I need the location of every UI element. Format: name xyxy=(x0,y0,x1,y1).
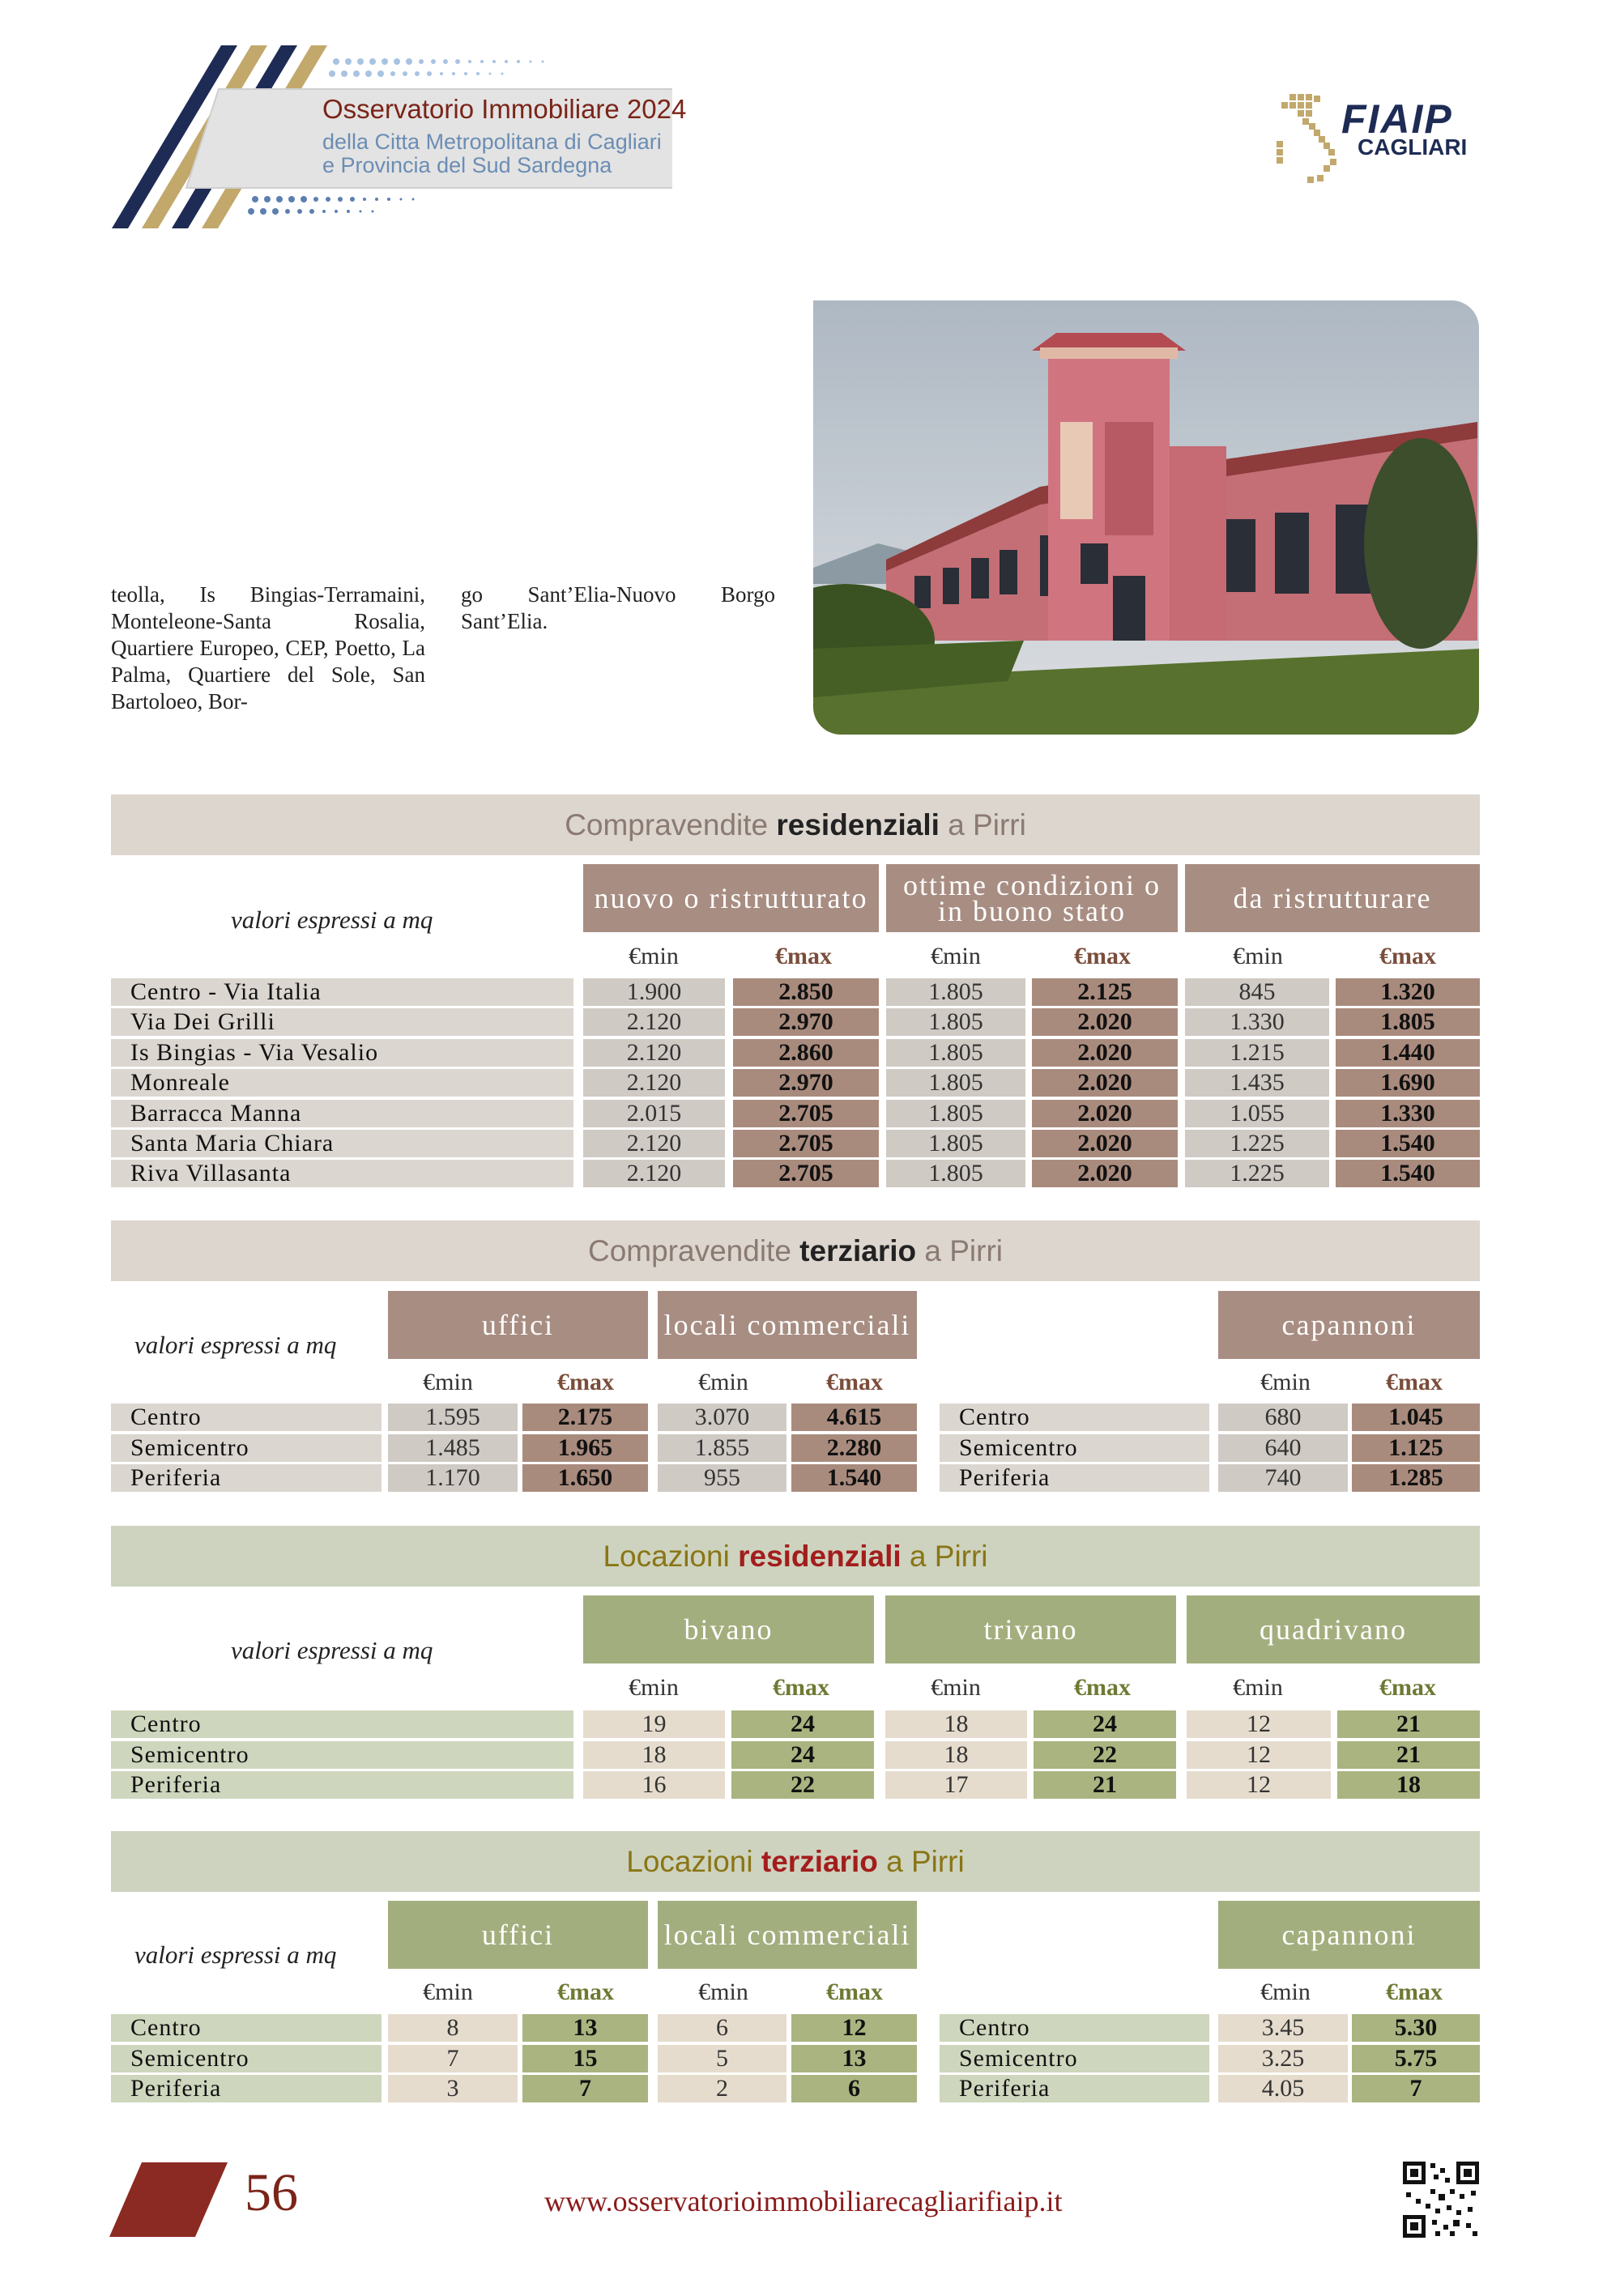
group-header-da-ristrutturare: da ristrutturare xyxy=(1185,864,1480,932)
max-price-cell: 22 xyxy=(1034,1741,1176,1769)
min-price-cell: 1.330 xyxy=(1185,1008,1329,1036)
row-label: Periferia xyxy=(111,1464,382,1492)
max-price-cell: 1.320 xyxy=(1336,978,1480,1006)
title-main: terziario xyxy=(761,1845,878,1878)
row-label: Semicentro xyxy=(111,2045,382,2072)
min-price-cell: 1.225 xyxy=(1185,1160,1329,1187)
max-price-cell: 5.30 xyxy=(1352,2014,1480,2042)
units-label: valori espressi a mq xyxy=(231,1636,433,1664)
row-label: Monreale xyxy=(111,1069,573,1097)
max-price-cell: 15 xyxy=(522,2045,648,2072)
max-price-cell: 24 xyxy=(731,1741,874,1769)
title-suffix: a Pirri xyxy=(924,1234,1004,1267)
max-price-cell: 2.705 xyxy=(733,1130,879,1157)
units-label: valori espressi a mq xyxy=(134,1940,337,1969)
row-label: Via Dei Grilli xyxy=(111,1008,573,1036)
title-main: terziario xyxy=(799,1234,917,1267)
min-price-header: €min xyxy=(1260,1369,1311,1395)
max-price-cell: 2.280 xyxy=(791,1434,917,1462)
section-title-comp-res xyxy=(111,794,1480,855)
min-price-cell: 1.900 xyxy=(583,978,725,1006)
title-suffix: a Pirri xyxy=(948,808,1026,841)
min-price-cell: 2.120 xyxy=(583,1160,725,1187)
min-price-cell: 18 xyxy=(583,1741,725,1769)
title-prefix: Compravendite xyxy=(565,808,769,841)
min-price-cell: 1.805 xyxy=(886,1130,1025,1157)
min-price-cell: 1.805 xyxy=(886,1008,1025,1036)
max-price-header: €max xyxy=(557,1369,614,1395)
max-price-cell: 2.175 xyxy=(522,1404,648,1431)
max-price-cell: 1.650 xyxy=(522,1464,648,1492)
footer-accent-shape xyxy=(109,2162,231,2239)
min-price-header: €min xyxy=(423,1369,473,1395)
max-price-cell: 2.020 xyxy=(1032,1100,1178,1127)
website-link[interactable]: www.osservatorioimmobiliarecagliarifiaip.it xyxy=(544,2185,1063,2217)
group-header-uffici: uffici xyxy=(388,1291,648,1359)
max-price-cell: 2.020 xyxy=(1032,1008,1178,1036)
min-price-cell: 4.05 xyxy=(1218,2075,1348,2102)
max-price-cell: 6 xyxy=(791,2075,917,2102)
min-price-cell: 18 xyxy=(885,1710,1027,1738)
max-price-cell: 2.020 xyxy=(1032,1069,1178,1097)
max-price-header: €max xyxy=(1379,1674,1436,1701)
max-price-cell: 1.690 xyxy=(1336,1069,1480,1097)
min-price-cell: 3.070 xyxy=(658,1404,786,1431)
document-title: Osservatorio Immobiliare 2024 xyxy=(322,94,687,124)
max-price-cell: 7 xyxy=(522,2075,648,2102)
max-price-cell: 1.540 xyxy=(791,1464,917,1492)
row-label: Centro xyxy=(940,2014,1209,2042)
max-price-cell: 2.125 xyxy=(1032,978,1178,1006)
max-price-header: €max xyxy=(1386,1369,1443,1395)
document-subtitle-line2: e Provincia del Sud Sardegna xyxy=(322,153,612,177)
group-header-capannoni: capannoni xyxy=(1218,1901,1480,1969)
min-price-cell: 3.25 xyxy=(1218,2045,1348,2072)
min-price-cell: 1.435 xyxy=(1185,1069,1329,1097)
min-price-header: €min xyxy=(931,1674,981,1701)
max-price-cell: 1.805 xyxy=(1336,1008,1480,1036)
min-price-cell: 2 xyxy=(658,2075,786,2102)
min-price-cell: 19 xyxy=(583,1710,725,1738)
section-title-loc-res xyxy=(111,1526,1480,1587)
min-price-cell: 2.120 xyxy=(583,1130,725,1157)
min-price-cell: 1.485 xyxy=(388,1434,518,1462)
max-price-header: €max xyxy=(1074,943,1131,969)
document-subtitle-line1: della Citta Metropolitana di Cagliari xyxy=(322,130,662,154)
max-price-header: €max xyxy=(1379,943,1436,969)
max-price-header: €max xyxy=(773,1674,829,1701)
title-prefix: Compravendite xyxy=(587,1234,791,1267)
row-label: Periferia xyxy=(940,1464,1209,1492)
max-price-cell: 1.330 xyxy=(1336,1100,1480,1127)
max-price-cell: 1.125 xyxy=(1352,1434,1480,1462)
intro-text-col2: go Sant’Elia-Nuovo Borgo Sant’Elia. xyxy=(461,582,775,633)
max-price-cell: 2.020 xyxy=(1032,1130,1178,1157)
min-price-cell: 680 xyxy=(1218,1404,1348,1431)
min-price-cell: 1.805 xyxy=(886,1160,1025,1187)
building-photo xyxy=(813,300,1479,735)
units-label: valori espressi a mq xyxy=(231,905,433,934)
group-header-trivano: trivano xyxy=(885,1595,1176,1663)
max-price-cell: 24 xyxy=(731,1710,874,1738)
min-price-cell: 6 xyxy=(658,2014,786,2042)
min-price-cell: 1.805 xyxy=(886,978,1025,1006)
max-price-cell: 4.615 xyxy=(791,1404,917,1431)
max-price-header: €max xyxy=(1386,1979,1443,2005)
min-price-header: €min xyxy=(698,1979,748,2005)
max-price-cell: 2.970 xyxy=(733,1008,879,1036)
max-price-cell: 12 xyxy=(791,2014,917,2042)
row-label: Semicentro xyxy=(111,1434,382,1462)
min-price-cell: 12 xyxy=(1187,1741,1331,1769)
min-price-cell: 1.055 xyxy=(1185,1100,1329,1127)
row-label: Periferia xyxy=(111,1771,573,1799)
min-price-cell: 2.015 xyxy=(583,1100,725,1127)
min-price-header: €min xyxy=(423,1979,473,2005)
row-label: Is Bingias - Via Vesalio xyxy=(111,1039,573,1067)
min-price-cell: 955 xyxy=(658,1464,786,1492)
group-header-capannoni: capannoni xyxy=(1218,1291,1480,1359)
max-price-cell: 1.540 xyxy=(1336,1160,1480,1187)
max-price-header: €max xyxy=(826,1979,883,2005)
max-price-cell: 21 xyxy=(1337,1710,1480,1738)
max-price-header: €max xyxy=(826,1369,883,1395)
group-header-quadrivano: quadrivano xyxy=(1187,1595,1480,1663)
max-price-cell: 1.285 xyxy=(1352,1464,1480,1492)
min-price-header: €min xyxy=(1233,943,1283,969)
min-price-cell: 7 xyxy=(388,2045,518,2072)
max-price-header: €max xyxy=(775,943,832,969)
title-main: residenziali xyxy=(738,1540,902,1573)
max-price-cell: 13 xyxy=(791,2045,917,2072)
row-label: Periferia xyxy=(111,2075,382,2102)
title-suffix: a Pirri xyxy=(886,1845,965,1878)
min-price-cell: 1.805 xyxy=(886,1069,1025,1097)
max-price-cell: 2.860 xyxy=(733,1039,879,1067)
max-price-cell: 2.970 xyxy=(733,1069,879,1097)
page-number: 56 xyxy=(245,2163,298,2222)
max-price-cell: 2.705 xyxy=(733,1160,879,1187)
max-price-cell: 2.020 xyxy=(1032,1160,1178,1187)
row-label: Periferia xyxy=(940,2075,1209,2102)
min-price-header: €min xyxy=(629,943,679,969)
units-label: valori espressi a mq xyxy=(134,1331,337,1359)
min-price-cell: 12 xyxy=(1187,1710,1331,1738)
min-price-cell: 2.120 xyxy=(583,1069,725,1097)
max-price-cell: 7 xyxy=(1352,2075,1480,2102)
min-price-header: €min xyxy=(1233,1674,1283,1701)
title-main: residenziali xyxy=(776,808,940,841)
row-label: Semicentro xyxy=(940,2045,1209,2072)
min-price-cell: 1.805 xyxy=(886,1100,1025,1127)
min-price-cell: 1.805 xyxy=(886,1039,1025,1067)
group-header-uffici: uffici xyxy=(388,1901,648,1969)
row-label: Centro - Via Italia xyxy=(111,978,573,1006)
fiaip-logo-city: CAGLIARI xyxy=(1358,134,1468,160)
group-header-nuovo: nuovo o ristrutturato xyxy=(583,864,879,932)
section-title-comp-ter xyxy=(111,1220,1480,1281)
min-price-cell: 2.120 xyxy=(583,1039,725,1067)
title-prefix: Locazioni xyxy=(626,1845,753,1878)
min-price-header: €min xyxy=(1260,1979,1311,2005)
row-label: Centro xyxy=(111,1710,573,1738)
row-label: Santa Maria Chiara xyxy=(111,1130,573,1157)
min-price-cell: 17 xyxy=(885,1771,1027,1799)
max-price-cell: 21 xyxy=(1034,1771,1176,1799)
intro-text-col1: teolla, Is Bingias-Terramaini, Monteleone-Santa Rosalia, Quartiere Europeo, CEP, Poetto, La Palma, Quartiere del Sole, San Bartoloeo, Bor- xyxy=(111,582,425,714)
min-price-cell: 3.45 xyxy=(1218,2014,1348,2042)
row-label: Semicentro xyxy=(940,1434,1209,1462)
max-price-cell: 18 xyxy=(1337,1771,1480,1799)
min-price-cell: 12 xyxy=(1187,1771,1331,1799)
max-price-cell: 1.440 xyxy=(1336,1039,1480,1067)
min-price-cell: 8 xyxy=(388,2014,518,2042)
max-price-cell: 1.045 xyxy=(1352,1404,1480,1431)
max-price-header: €max xyxy=(1074,1674,1131,1701)
max-price-cell: 2.705 xyxy=(733,1100,879,1127)
min-price-cell: 5 xyxy=(658,2045,786,2072)
max-price-cell: 1.965 xyxy=(522,1434,648,1462)
min-price-cell: 740 xyxy=(1218,1464,1348,1492)
min-price-header: €min xyxy=(629,1674,679,1701)
max-price-cell: 21 xyxy=(1337,1741,1480,1769)
max-price-cell: 24 xyxy=(1034,1710,1176,1738)
max-price-cell: 5.75 xyxy=(1352,2045,1480,2072)
min-price-cell: 1.170 xyxy=(388,1464,518,1492)
min-price-cell: 2.120 xyxy=(583,1008,725,1036)
row-label: Riva Villasanta xyxy=(111,1160,573,1187)
max-price-cell: 22 xyxy=(731,1771,874,1799)
min-price-cell: 3 xyxy=(388,2075,518,2102)
min-price-header: €min xyxy=(931,943,981,969)
row-label: Centro xyxy=(111,2014,382,2042)
max-price-header: €max xyxy=(557,1979,614,2005)
row-label: Barracca Manna xyxy=(111,1100,573,1127)
title-suffix: a Pirri xyxy=(909,1540,988,1573)
max-price-cell: 2.850 xyxy=(733,978,879,1006)
min-price-cell: 1.595 xyxy=(388,1404,518,1431)
qr-code-icon[interactable] xyxy=(1403,2162,1479,2238)
min-price-cell: 18 xyxy=(885,1741,1027,1769)
min-price-cell: 845 xyxy=(1185,978,1329,1006)
title-prefix: Locazioni xyxy=(603,1540,730,1573)
section-title-loc-ter xyxy=(111,1831,1480,1892)
min-price-header: €min xyxy=(698,1369,748,1395)
max-price-cell: 2.020 xyxy=(1032,1039,1178,1067)
min-price-cell: 1.215 xyxy=(1185,1039,1329,1067)
min-price-cell: 640 xyxy=(1218,1434,1348,1462)
min-price-cell: 1.855 xyxy=(658,1434,786,1462)
max-price-cell: 13 xyxy=(522,2014,648,2042)
group-header-bivano: bivano xyxy=(583,1595,874,1663)
group-header-locali-commerciali: locali commerciali xyxy=(658,1291,917,1359)
min-price-cell: 1.225 xyxy=(1185,1130,1329,1157)
row-label: Centro xyxy=(940,1404,1209,1431)
row-label: Semicentro xyxy=(111,1741,573,1769)
group-header-locali-commerciali: locali commerciali xyxy=(658,1901,917,1969)
fiaip-logo-text: FIAIP xyxy=(1341,96,1453,142)
max-price-cell: 1.540 xyxy=(1336,1130,1480,1157)
min-price-cell: 16 xyxy=(583,1771,725,1799)
row-label: Centro xyxy=(111,1404,382,1431)
group-header-ottime: ottime condizioni o in buono stato xyxy=(886,864,1178,932)
italy-map-logo-icon xyxy=(1273,91,1346,186)
